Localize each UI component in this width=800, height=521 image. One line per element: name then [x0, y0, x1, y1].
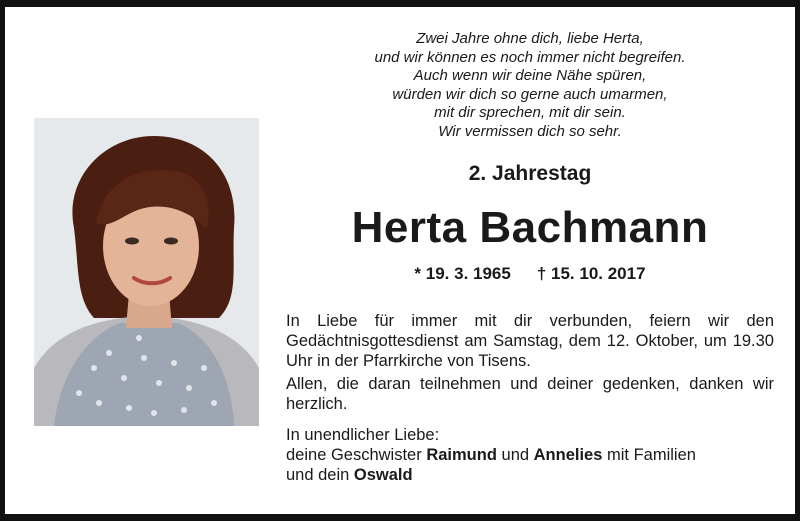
family-and: und [501, 446, 530, 464]
life-dates [330, 264, 730, 284]
family-prefix: deine Geschwister [286, 446, 422, 464]
family-suffix: mit Familien [607, 446, 696, 464]
anniversary-heading: 2. Jahrestag [468, 162, 592, 185]
family-name-annelies: Annelies [533, 446, 603, 464]
birth-date: * 19. 3. 1965 [414, 264, 511, 283]
poem-line: Wir vermissen dich so sehr. [438, 122, 622, 140]
poem-line: würden wir dich so gerne auch umarmen, [392, 85, 668, 103]
service-paragraph: In Liebe für immer mit dir verbunden, feiern wir den Gedächtnisgottesdienst am Samstag, dem 12. Oktober, um 19.30 Uhr in der Pfarrkirche von Tisens. [286, 312, 774, 370]
poem-line: Zwei Jahre ohne dich, liebe Herta, [416, 30, 644, 47]
notice-body [286, 311, 774, 417]
partner-line [286, 465, 774, 485]
closing-line: In unendlicher Liebe: [286, 426, 440, 444]
family-name-raimund: Raimund [426, 446, 497, 464]
thanks-paragraph: Allen, die daran teilnehmen und deiner gedenken, danken wir herzlich. [286, 375, 774, 413]
partner-prefix: und dein [286, 466, 350, 484]
memorial-poem [330, 30, 730, 141]
poem-line: mit dir sprechen, mit dir sein. [434, 104, 626, 121]
portrait-illustration [34, 118, 259, 426]
family-line [286, 445, 774, 465]
poem-line: und wir können es noch immer nicht begreifen. [374, 48, 686, 66]
signature-block [286, 425, 774, 485]
death-date: † 15. 10. 2017 [536, 264, 646, 283]
partner-name-oswald: Oswald [353, 466, 413, 484]
poem-line: Auch wenn wir deine Nähe spüren, [413, 67, 647, 84]
portrait-photo [34, 118, 259, 426]
deceased-name: Herta Bachmann [351, 203, 709, 252]
